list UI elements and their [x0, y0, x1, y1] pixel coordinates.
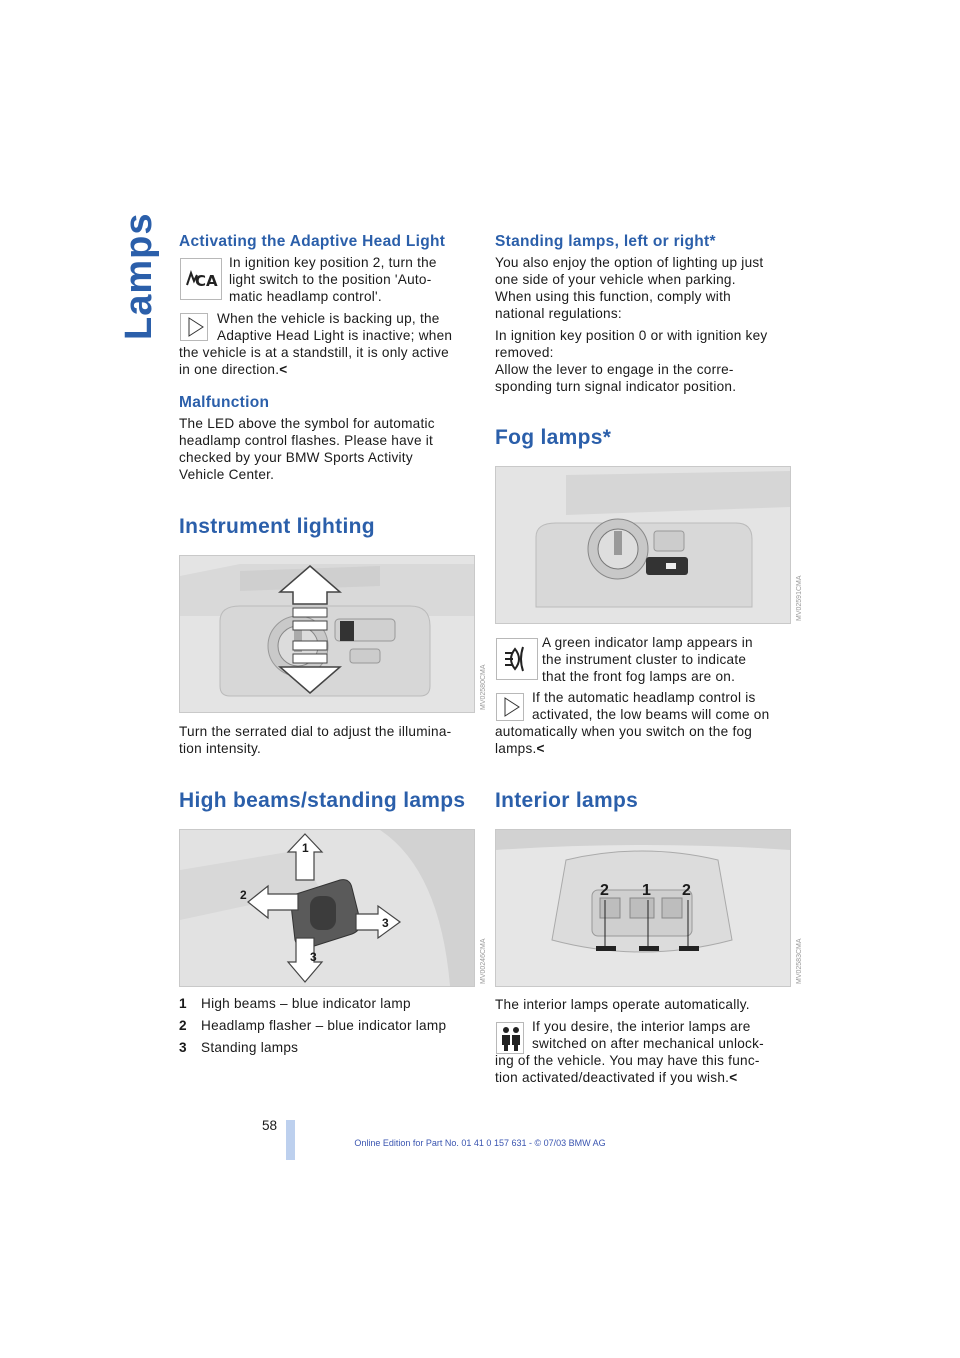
heading-interior-lamps: Interior lamps — [495, 789, 639, 812]
list-item-1: 1 High beams – blue indicator lamp — [179, 996, 411, 1011]
instrument-lighting-figure — [179, 555, 475, 713]
figure-code: MV02580CMA — [480, 664, 487, 710]
list-item-3: 3 Standing lamps — [179, 1040, 299, 1055]
figure-code: MV00246CMA — [480, 938, 487, 984]
adaptive-note: When the vehicle is backing up, the Adaptive Head Light is inactive; when the vehicle is at a standstill, it is only active in one direction.< — [179, 311, 453, 377]
fog-note: If the automatic headlamp control is activated, the low beams will come on automatically when you switch on the fog lamps.< — [495, 690, 770, 756]
standing-para1: You also enjoy the option of lighting up just one side of your vehicle when parking. When using this function, comply with national regulations: — [495, 255, 764, 321]
interior-para2: If you desire, the interior lamps are switched on after mechanical unlock- ing of the vehicle. You may have this func- tion activated/deactivated if you wish.< — [495, 1019, 764, 1085]
standing-para2: In ignition key position 0 or with ignition key removed: Allow the lever to engage in the corre- sponding turn signal indicator position. — [495, 328, 768, 394]
fog-para1: A green indicator lamp appears in the instrument cluster to indicate that the front fog lamps are on. — [542, 635, 753, 684]
footer-edition-note: Online Edition for Part No. 01 41 0 157 631 - © 07/03 BMW AG — [354, 1138, 606, 1148]
page-number: 58 — [262, 1118, 278, 1133]
interior-para1: The interior lamps operate automatically. — [495, 997, 750, 1012]
list-item-2: 2 Headlamp flasher – blue indicator lamp — [179, 1018, 447, 1033]
side-section-title-text: Lamps — [118, 212, 160, 340]
end-mark: < — [729, 1070, 738, 1085]
malfunction-para: The LED above the symbol for automatic headlamp control flashes. Please have it checked by your BMW Sports Activity Vehicle Center. — [179, 416, 435, 482]
fog-lamps-figure — [495, 466, 791, 624]
figure-code: MV02591CMA — [796, 575, 803, 621]
heading-instrument-lighting: Instrument lighting — [179, 515, 375, 538]
heading-fog-lamps: Fog lamps* — [495, 426, 612, 449]
interior-lamps-figure — [495, 829, 791, 987]
callout-2-right: 2 — [682, 882, 691, 899]
callout-2-left: 2 — [600, 882, 609, 899]
callout-1: 2 — [240, 888, 247, 902]
callout-2: 3 — [382, 916, 389, 930]
adaptive-para1: In ignition key position 2, turn the light switch to the position 'Auto- matic headlamp control'. — [229, 255, 437, 304]
heading-malfunction: Malfunction — [179, 394, 270, 411]
side-section-title — [118, 212, 160, 348]
callout-3-bottom: 3 — [310, 950, 317, 964]
callout-1: 1 — [642, 882, 651, 899]
auto-headlamp-icon — [180, 258, 222, 300]
high-beams-figure — [179, 829, 475, 987]
heading-adaptive-head-light: Activating the Adaptive Head Light — [179, 233, 446, 250]
end-mark: < — [536, 741, 545, 756]
figure-code: MV02583CMA — [796, 938, 803, 984]
end-mark: < — [279, 362, 288, 377]
fog-lamp-indicator-icon — [496, 638, 538, 680]
callout-3-top: 1 — [302, 841, 309, 855]
heading-standing-lamps: Standing lamps, left or right* — [495, 233, 716, 250]
heading-high-beams: High beams/standing lamps — [179, 789, 466, 812]
instrument-para: Turn the serrated dial to adjust the illumina- tion intensity. — [179, 724, 452, 756]
svg-text:CA: CA — [195, 272, 218, 290]
